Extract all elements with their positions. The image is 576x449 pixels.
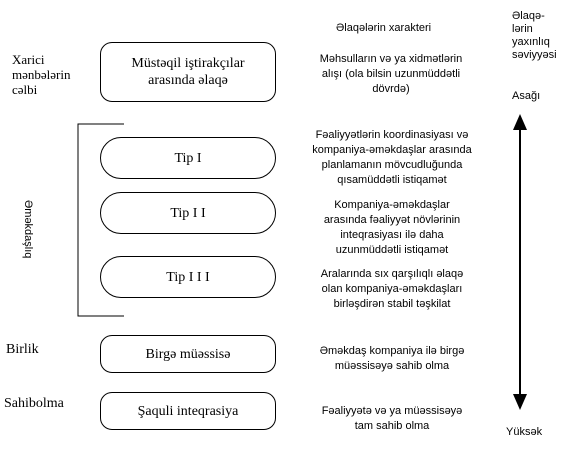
box-vertical-integration: Şaquli inteqrasiya [100, 392, 276, 430]
header-closeness-level: Əlaqə- lərin yaxınlıq səviyyəsi [512, 10, 557, 61]
box-independent-participants: Müstəqil iştirakçılar arasında əlaqə [100, 42, 276, 102]
arrow-head-down [513, 394, 527, 410]
desc-joint-venture: Əməkdaş kompaniya ilə birgə müəssisəyə sahib olma [319, 345, 465, 372]
label-cooperation: Əməkdaşlıq [22, 200, 34, 259]
header-relations-character: Əlaqələrin xarakteri [336, 22, 432, 34]
desc-type-1: Fəaliyyətlərin koordinasiyası və kompaniya-əməkdaşlar arasında planlamanın mövcudluğunda qısamüddətli istiqamət [312, 129, 472, 186]
desc-independent: Məhsulların və ya xidmətlərin alışı (ola bilsin uzunmüddətli dövrdə) [319, 53, 463, 95]
label-high: Yüksək [506, 426, 543, 438]
label-external-sources: Xarici mənbələrin cəlbi [12, 52, 71, 97]
arrow-head-up [513, 114, 527, 130]
box-type-1: Tip I [100, 137, 276, 179]
label-ownership: Sahibolma [4, 396, 64, 411]
label-low: Asağı [512, 90, 541, 102]
box-type-3: Tip I I I [100, 256, 276, 298]
desc-type-3: Aralarında sıx qarşılıqlı əlaqə olan kompaniya-əməkdaşları birləşdirən stabil təşkilat [320, 268, 464, 310]
box-joint-venture: Birgə müəssisə [100, 335, 276, 373]
desc-vertical-integration: Fəaliyyətə və ya müəssisəyə tam sahib olma [321, 405, 463, 432]
label-alliance: Birlik [6, 342, 39, 357]
box-type-2: Tip I I [100, 192, 276, 234]
desc-type-2: Kompaniya-əməkdaşlar arasında fəaliyyət növlərinin inteqrasiyası ilə daha uzunmüddətli istiqamət [323, 199, 461, 256]
